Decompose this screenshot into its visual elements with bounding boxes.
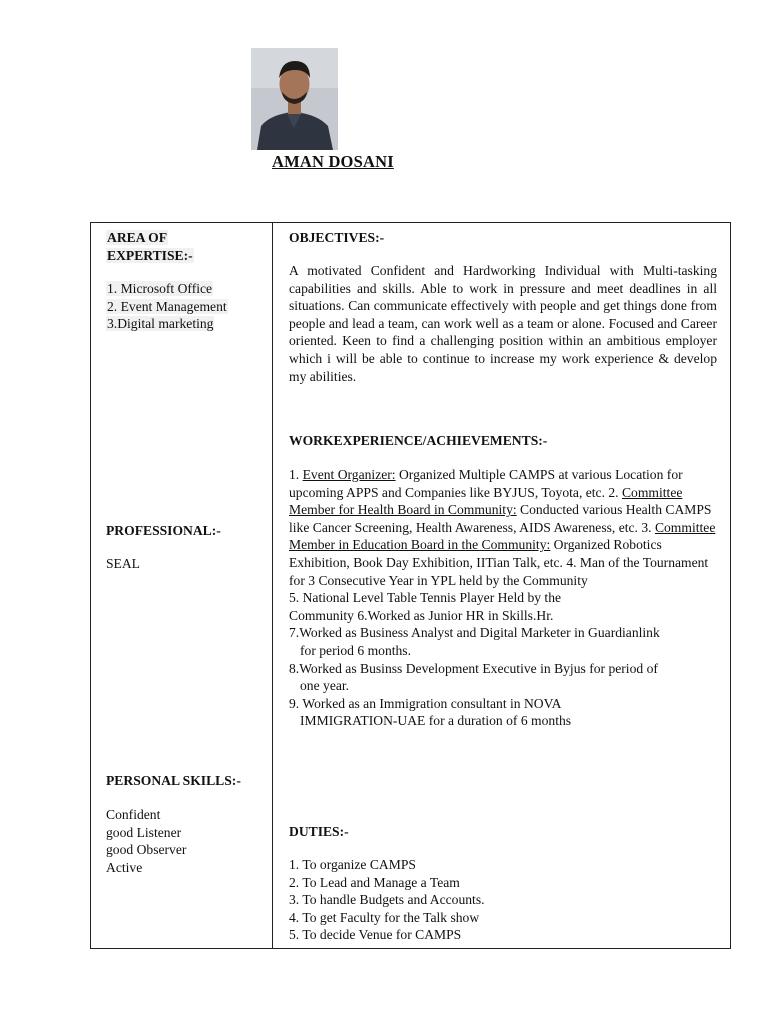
work-line: 8.Worked as Businss Development Executive in Byjus for period of <box>289 660 658 676</box>
duties-list <box>289 856 485 944</box>
person-portrait-icon <box>251 48 338 150</box>
work-role-event-organizer: Event Organizer: <box>302 467 396 482</box>
work-number: 1. <box>289 467 303 482</box>
work-desc: Conducted various Health CAMPS like Cancer Screening, Health Awareness, AIDS Awareness, etc. 3. <box>289 502 712 535</box>
work-role-health-board: Committee Member for Health Board in Community: <box>289 484 683 518</box>
list-item: 4. To get Faculty for the Talk show <box>289 909 480 925</box>
profile-photo <box>251 48 338 150</box>
work-heading: WORKEXPERIENCE/ACHIEVEMENTS:- <box>289 433 548 448</box>
expertise-list <box>106 280 228 333</box>
list-item: 1. To organize CAMPS <box>289 857 416 872</box>
work-line: Community 6.Worked as Junior HR in Skills.Hr. <box>289 607 554 623</box>
work-desc: Organized Robotics Exhibition, Book Day Exhibition, IITian Talk, etc. 4. Man of the Tournament for 3 Consecutive Year in YPL held by the Community <box>289 537 709 588</box>
duties-heading: DUTIES:- <box>289 824 349 839</box>
list-item: 3. To handle Budgets and Accounts. <box>289 892 485 908</box>
skills-heading: PERSONAL SKILLS:- <box>106 773 241 788</box>
list-item: 2. Event Management <box>107 298 227 314</box>
work-line: one year. <box>300 678 350 694</box>
list-item: Confident <box>106 807 161 822</box>
expertise-heading-line1: AREA OF <box>107 230 168 245</box>
skills-list <box>106 806 186 876</box>
expertise-heading-line2: EXPERTISE:- <box>107 247 193 263</box>
professional-value: SEAL <box>106 556 140 571</box>
list-item: good Listener <box>106 824 182 840</box>
list-item: good Observer <box>106 842 187 858</box>
work-line: IMMIGRATION-UAE for a duration of 6 months <box>300 713 572 729</box>
objectives-text: A motivated Confident and Hardworking Individual with Multi-tasking capabilities and skills. Able to work in pressure and meet deadlines in all situations. Can communicate effectively with people and get things done from people and lead a team, can work well as a team or alone. Focused and Career oriented. Keen to find a challenging position within an ambitious employer which i will be able to continue to increase my work experience & develop my abilities. <box>289 263 717 384</box>
list-item: 1. Microsoft Office <box>107 281 213 296</box>
work-line: 7.Worked as Business Analyst and Digital Marketer in Guardianlink <box>289 625 660 641</box>
list-item: 5. To decide Venue for CAMPS <box>289 927 462 943</box>
professional-heading: PROFESSIONAL:- <box>106 523 221 538</box>
expertise-heading <box>106 229 194 264</box>
work-line: 5. National Level Table Tennis Player Held by the <box>289 590 562 606</box>
list-item: Active <box>106 859 143 875</box>
work-paragraph <box>289 466 717 589</box>
list-item: 2. To Lead and Manage a Team <box>289 874 460 890</box>
list-item: 3.Digital marketing <box>107 316 214 332</box>
work-experience-text <box>289 466 717 730</box>
candidate-name: AMAN DOSANI <box>272 152 394 171</box>
work-role-education-board: Committee Member in Education Board in the Community: <box>289 519 716 553</box>
work-desc: Organized Multiple CAMPS at various Location for upcoming APPS and Companies like BYJUS, Toyota, etc. 2. <box>289 467 683 500</box>
column-divider <box>272 222 273 949</box>
objectives-heading: OBJECTIVES:- <box>289 230 385 245</box>
work-line: for period 6 months. <box>300 642 412 658</box>
work-line: 9. Worked as an Immigration consultant in NOVA <box>289 695 562 711</box>
